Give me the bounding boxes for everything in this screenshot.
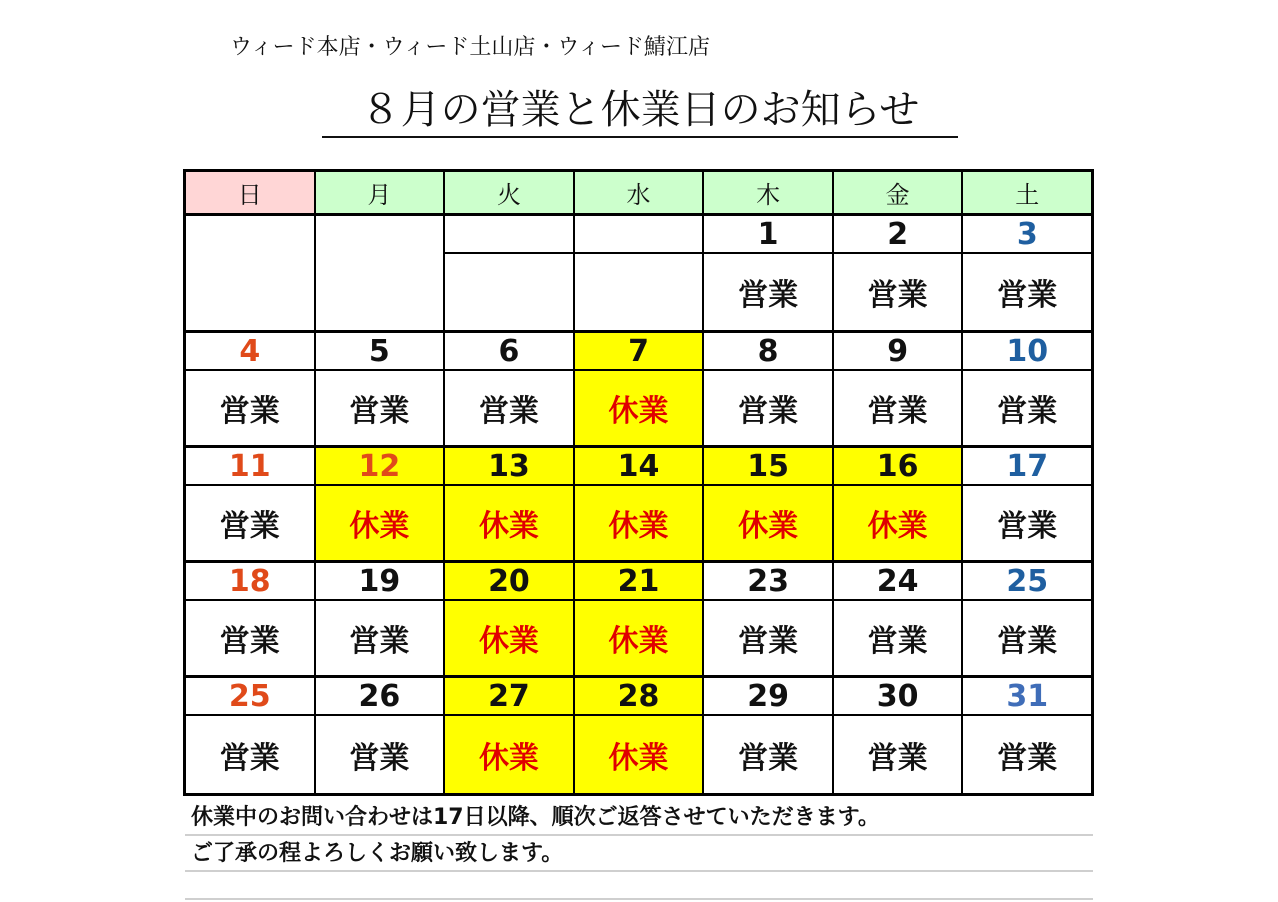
day-status: 休業 xyxy=(704,486,834,563)
day-number: 27 xyxy=(445,678,575,716)
day-number: 17 xyxy=(963,448,1091,486)
day-number: 18 xyxy=(186,563,316,601)
day-number-row xyxy=(186,333,1091,371)
day-status: 休業 xyxy=(834,486,964,563)
day-number: 2 xyxy=(834,216,962,254)
day-number: 31 xyxy=(963,678,1091,716)
day-cell xyxy=(704,216,834,333)
day-number: 8 xyxy=(704,333,834,371)
weekday-tue: 火 xyxy=(445,172,575,216)
day-status: 営業 xyxy=(834,716,964,793)
day-status-row xyxy=(186,371,1091,448)
day-status: 休業 xyxy=(316,486,446,563)
day-number: 4 xyxy=(186,333,316,371)
day-status: 営業 xyxy=(186,371,316,448)
notice-line-1: 休業中のお問い合わせは17日以降、順次ご返答させていただきます。 xyxy=(185,800,1093,836)
weekday-sun: 日 xyxy=(186,172,316,216)
week-1 xyxy=(186,216,1091,333)
day-number: 21 xyxy=(575,563,705,601)
day-status: 営業 xyxy=(963,486,1091,563)
day-status: 休業 xyxy=(445,601,575,678)
day-cell xyxy=(963,216,1091,333)
day-number: 12 xyxy=(316,448,446,486)
day-status: 営業 xyxy=(704,371,834,448)
week-4 xyxy=(186,563,1091,678)
day-status: 営業 xyxy=(704,601,834,678)
store-names: ウィード本店・ウィード土山店・ウィード鯖江店 xyxy=(230,35,711,60)
weekday-header-row xyxy=(186,172,1091,216)
day-number: 23 xyxy=(704,563,834,601)
day-number: 24 xyxy=(834,563,964,601)
day-status: 休業 xyxy=(575,601,705,678)
day-status: 営業 xyxy=(834,371,964,448)
week-3 xyxy=(186,448,1091,563)
day-number: 10 xyxy=(963,333,1091,371)
notice-line-2: ご了承の程よろしくお願い致します。 xyxy=(185,836,1093,872)
day-number: 5 xyxy=(316,333,446,371)
day-cell-empty xyxy=(575,216,705,333)
day-number: 14 xyxy=(575,448,705,486)
day-status: 休業 xyxy=(575,486,705,563)
day-status-row xyxy=(186,716,1091,793)
day-number-row xyxy=(186,448,1091,486)
day-number: 19 xyxy=(316,563,446,601)
day-number: 28 xyxy=(575,678,705,716)
day-number: 29 xyxy=(704,678,834,716)
weekday-thu: 木 xyxy=(704,172,834,216)
weekday-fri: 金 xyxy=(834,172,964,216)
weekday-sat: 土 xyxy=(963,172,1091,216)
day-status: 営業 xyxy=(738,278,799,313)
day-number: 16 xyxy=(834,448,964,486)
day-number: 25 xyxy=(186,678,316,716)
week-1-combined xyxy=(186,216,1091,333)
day-status: 営業 xyxy=(704,716,834,793)
day-status: 営業 xyxy=(186,716,316,793)
day-status: 営業 xyxy=(316,716,446,793)
day-status: 営業 xyxy=(834,601,964,678)
day-number: 11 xyxy=(186,448,316,486)
day-number: 6 xyxy=(445,333,575,371)
day-number: 3 xyxy=(963,216,1091,254)
day-number: 9 xyxy=(834,333,964,371)
day-number: 30 xyxy=(834,678,964,716)
day-number-row xyxy=(186,678,1091,716)
weekday-mon: 月 xyxy=(316,172,446,216)
day-number: 13 xyxy=(445,448,575,486)
day-status: 営業 xyxy=(316,601,446,678)
day-status: 営業 xyxy=(963,601,1091,678)
divider xyxy=(185,898,1093,900)
day-cell-empty xyxy=(316,216,446,333)
day-cell-empty xyxy=(186,216,316,333)
day-status: 営業 xyxy=(997,278,1058,313)
day-number: 20 xyxy=(445,563,575,601)
day-status: 営業 xyxy=(316,371,446,448)
day-status-row xyxy=(186,601,1091,678)
day-status: 休業 xyxy=(575,716,705,793)
day-number-row xyxy=(186,563,1091,601)
day-status: 休業 xyxy=(575,371,705,448)
day-status: 休業 xyxy=(445,486,575,563)
weekday-wed: 水 xyxy=(575,172,705,216)
page-title: ８月の営業と休業日のお知らせ xyxy=(322,84,958,138)
day-status: 営業 xyxy=(867,278,928,313)
day-status: 営業 xyxy=(997,740,1058,776)
day-status: 休業 xyxy=(445,716,575,793)
day-status: 営業 xyxy=(186,486,316,563)
week-5 xyxy=(186,678,1091,793)
day-number: 1 xyxy=(704,216,832,254)
day-number: 25 xyxy=(963,563,1091,601)
day-status: 営業 xyxy=(186,601,316,678)
day-cell-empty xyxy=(445,216,575,333)
day-status-row xyxy=(186,486,1091,563)
calendar xyxy=(183,169,1094,796)
day-cell xyxy=(834,216,964,333)
day-number: 7 xyxy=(575,333,705,371)
day-status: 営業 xyxy=(445,371,575,448)
week-2 xyxy=(186,333,1091,448)
day-status: 営業 xyxy=(963,371,1091,448)
day-number: 26 xyxy=(316,678,446,716)
day-number: 15 xyxy=(704,448,834,486)
